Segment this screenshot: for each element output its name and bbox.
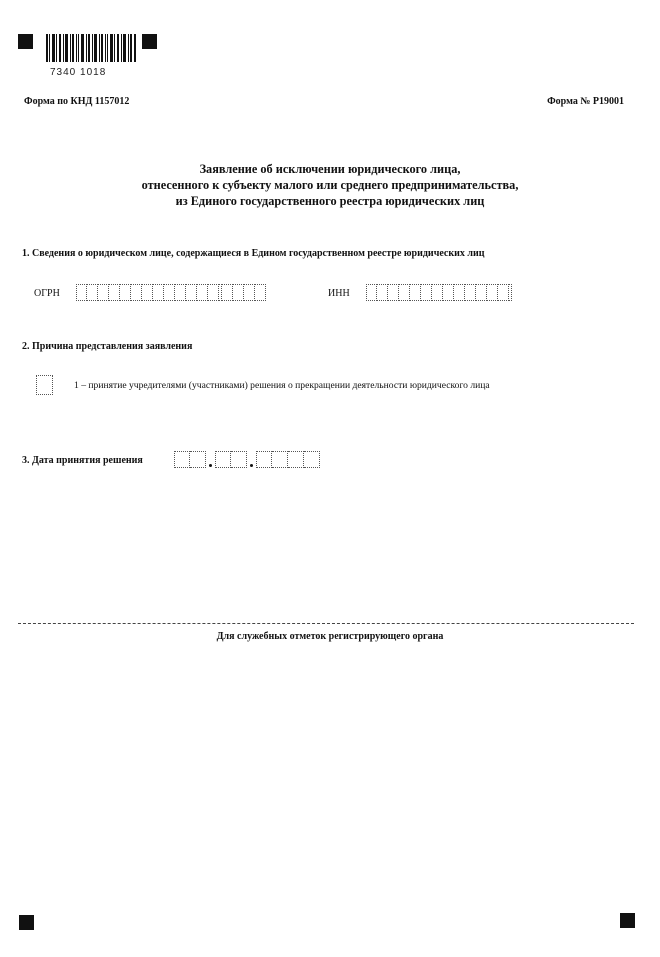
ogrn-cell[interactable]	[197, 284, 208, 301]
inn-cell[interactable]	[366, 284, 377, 301]
barcode-number: 7340 1018	[50, 67, 107, 78]
reason-option-text: 1 – принятие учредителями (участниками) решения о прекращении деятельности юридического лица	[74, 380, 490, 391]
ogrn-cell[interactable]	[233, 284, 244, 301]
ogrn-cell[interactable]	[164, 284, 175, 301]
ogrn-cell[interactable]	[208, 284, 219, 301]
registration-marker-bottom-right	[620, 913, 635, 928]
registration-marker-bottom-left	[19, 915, 34, 930]
inn-label: ИНН	[328, 288, 350, 299]
reason-code-field[interactable]	[36, 375, 53, 395]
inn-cell[interactable]	[421, 284, 432, 301]
inn-cell[interactable]	[443, 284, 454, 301]
ogrn-cell[interactable]	[98, 284, 109, 301]
section-1-heading: 1. Сведения о юридическом лице, содержащиеся в Едином государственном реестре юридических лиц	[22, 248, 485, 259]
barcode	[46, 34, 136, 62]
date-year-cell[interactable]	[272, 451, 288, 468]
date-month-cell[interactable]	[215, 451, 231, 468]
inn-cell[interactable]	[498, 284, 509, 301]
title-line-2: отнесенного к субъекту малого или среднего предпринимательства,	[141, 178, 519, 192]
section-3-heading: 3. Дата принятия решения	[22, 455, 143, 466]
ogrn-field[interactable]	[76, 284, 266, 301]
ogrn-cell[interactable]	[153, 284, 164, 301]
date-separator	[206, 451, 215, 468]
ogrn-cell[interactable]	[255, 284, 266, 301]
inn-cell[interactable]	[410, 284, 421, 301]
date-day-cell[interactable]	[174, 451, 190, 468]
reason-code-cell[interactable]	[36, 375, 53, 395]
registration-marker-top-left	[18, 34, 33, 49]
inn-cell[interactable]	[432, 284, 443, 301]
date-year-cell[interactable]	[304, 451, 320, 468]
section-2-heading: 2. Причина представления заявления	[22, 341, 193, 352]
date-month-cell[interactable]	[231, 451, 247, 468]
knd-form-code: Форма по КНД 1157012	[24, 96, 130, 107]
document-title	[100, 161, 560, 209]
decision-date-field[interactable]	[174, 451, 320, 468]
ogrn-cell[interactable]	[109, 284, 120, 301]
form-number: Форма № Р19001	[547, 96, 624, 107]
date-day-cell[interactable]	[190, 451, 206, 468]
ogrn-cell[interactable]	[87, 284, 98, 301]
inn-cell[interactable]	[509, 284, 512, 301]
cut-line-divider	[18, 623, 634, 624]
inn-cell[interactable]	[399, 284, 410, 301]
inn-cell[interactable]	[388, 284, 399, 301]
title-line-3: из Единого государственного реестра юридических лиц	[175, 194, 485, 208]
registration-marker-top-right	[142, 34, 157, 49]
ogrn-cell[interactable]	[175, 284, 186, 301]
ogrn-cell[interactable]	[76, 284, 87, 301]
ogrn-cell[interactable]	[186, 284, 197, 301]
date-separator	[247, 451, 256, 468]
title-line-1: Заявление об исключении юридического лица,	[199, 162, 461, 176]
date-year-cell[interactable]	[288, 451, 304, 468]
ogrn-cell[interactable]	[120, 284, 131, 301]
date-year-cell[interactable]	[256, 451, 272, 468]
inn-field[interactable]	[366, 284, 512, 301]
ogrn-cell[interactable]	[142, 284, 153, 301]
ogrn-cell[interactable]	[131, 284, 142, 301]
inn-cell[interactable]	[487, 284, 498, 301]
inn-cell[interactable]	[476, 284, 487, 301]
ogrn-label: ОГРН	[34, 288, 60, 299]
ogrn-cell[interactable]	[244, 284, 255, 301]
inn-cell[interactable]	[465, 284, 476, 301]
ogrn-cell[interactable]	[222, 284, 233, 301]
service-marks-heading: Для служебных отметок регистрирующего органа	[216, 631, 444, 642]
inn-cell[interactable]	[454, 284, 465, 301]
inn-cell[interactable]	[377, 284, 388, 301]
